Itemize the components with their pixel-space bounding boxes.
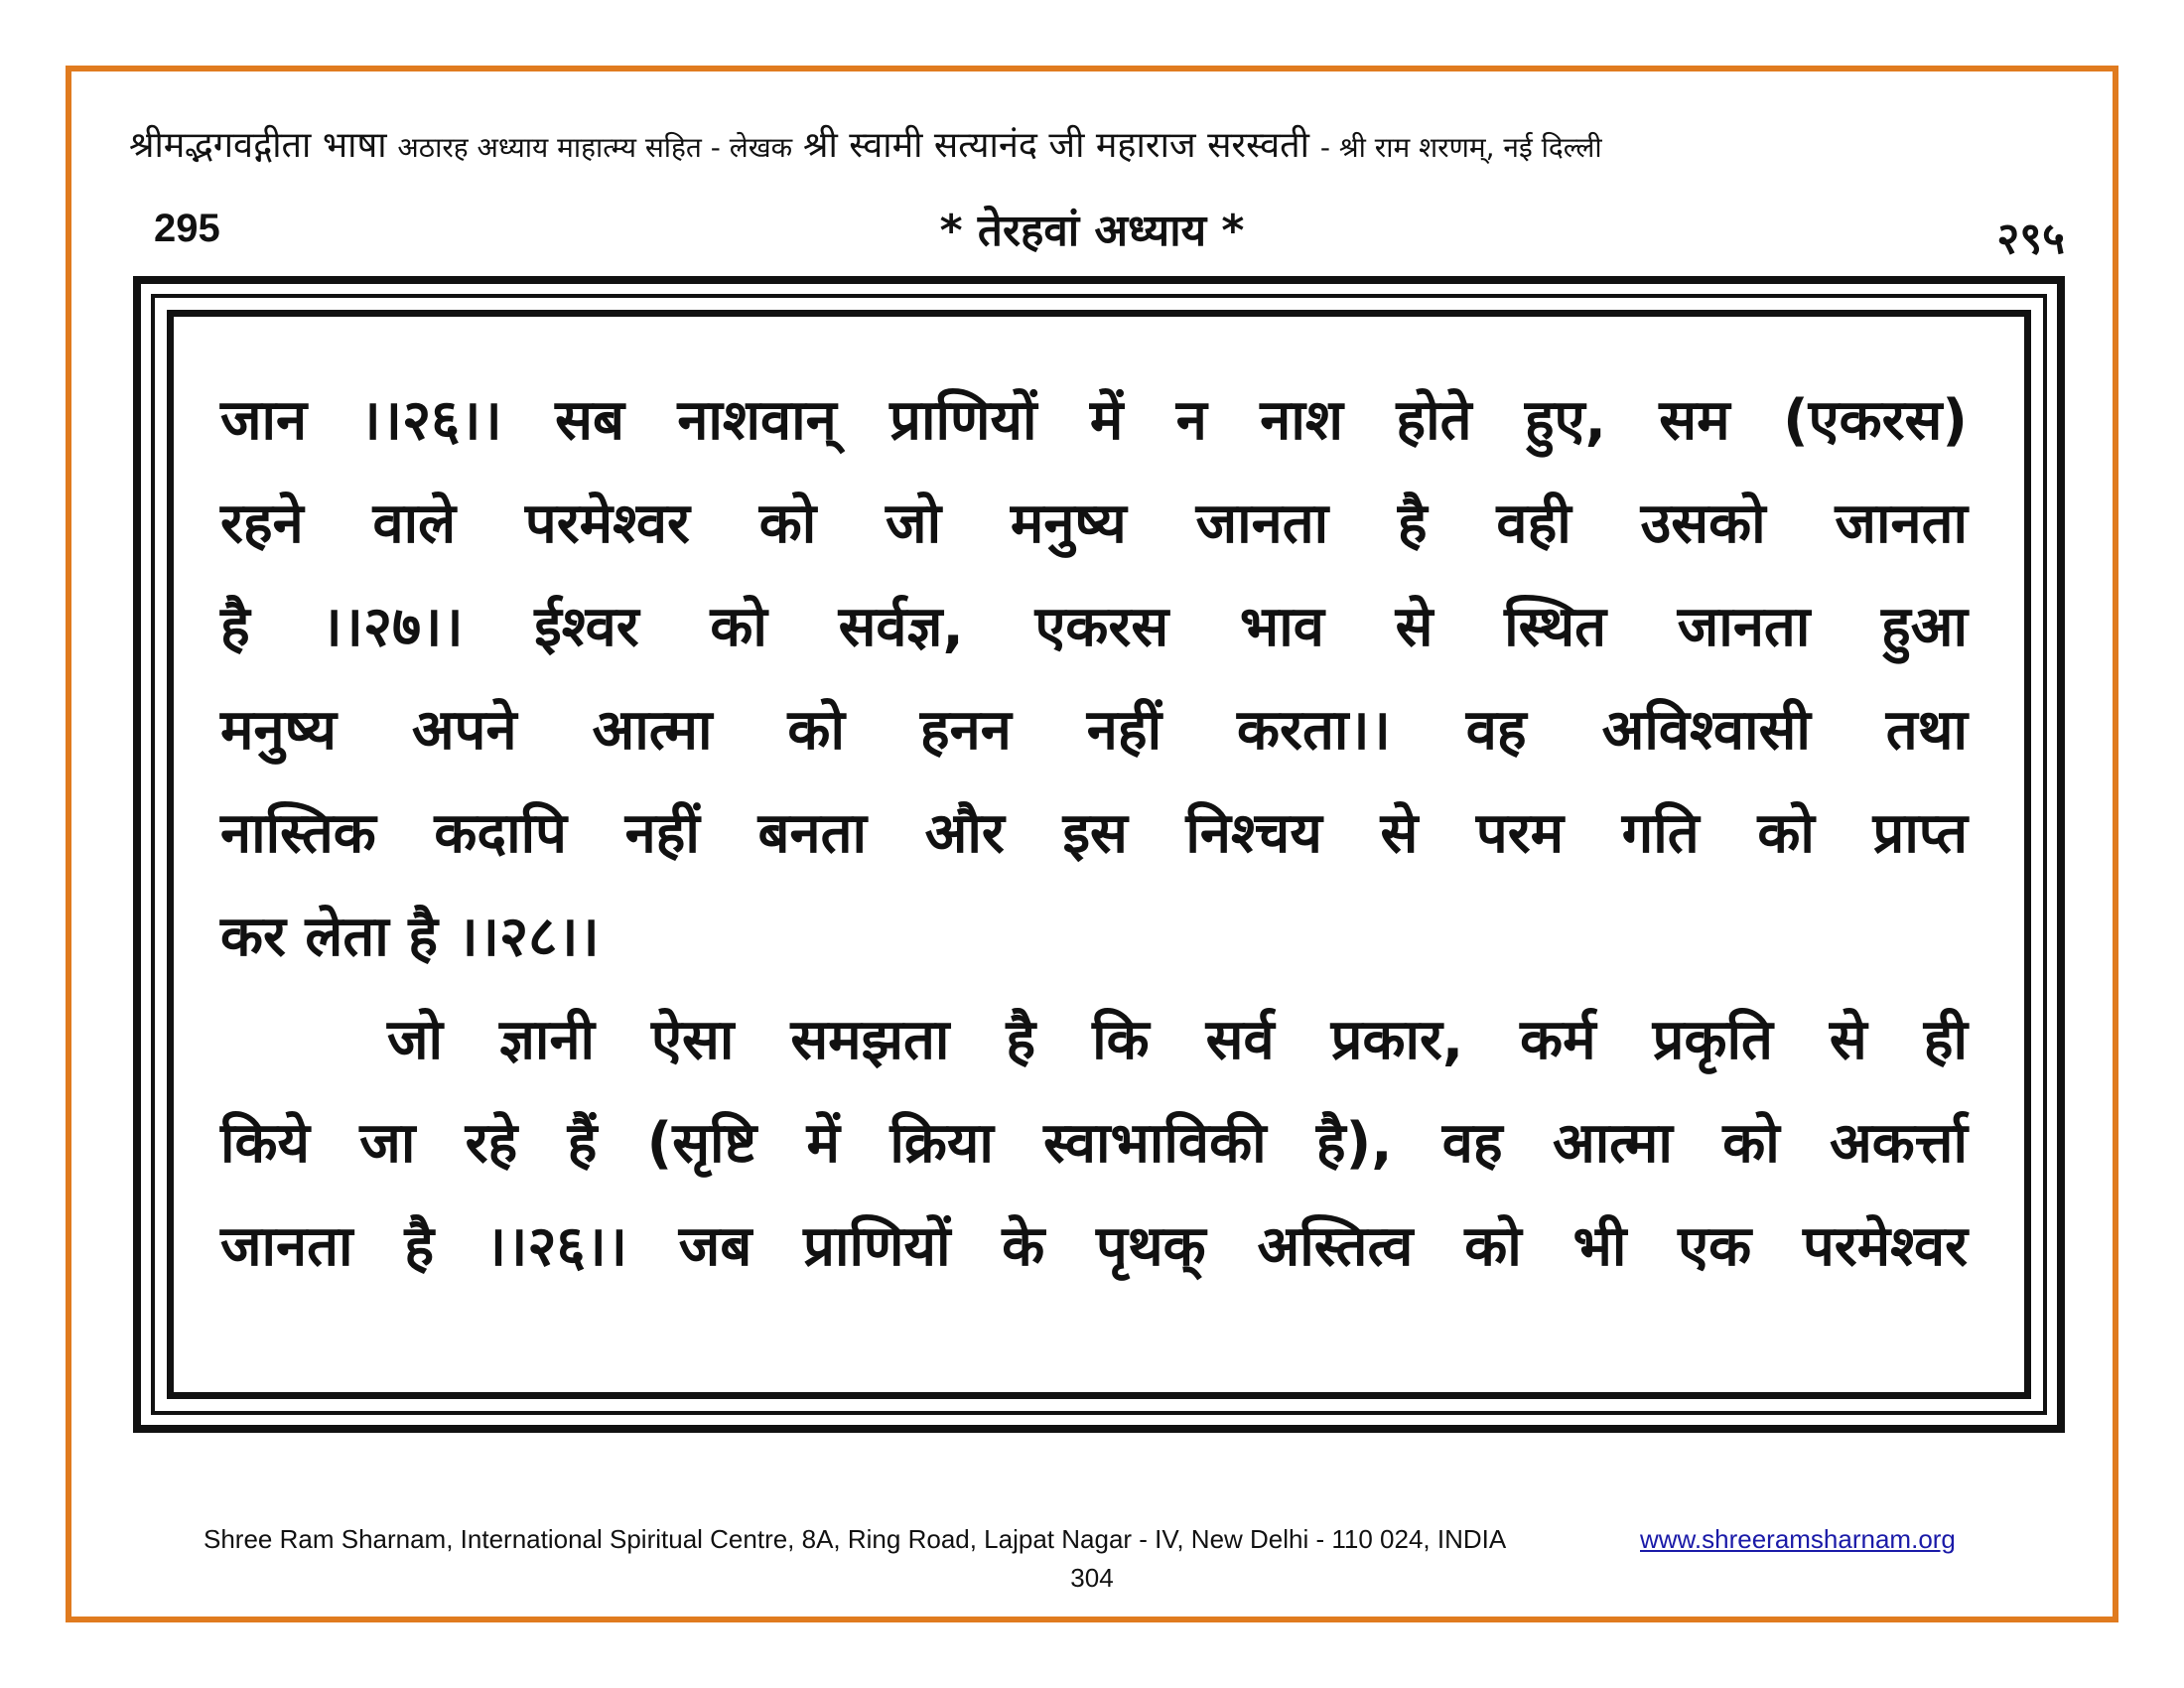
author-name: श्री स्वामी सत्यानंद जी महाराज सरस्वती — [803, 125, 1309, 166]
page-number-right: २९५ — [1996, 213, 2065, 264]
verse-text-block — [220, 369, 1968, 1299]
text-line: कर लेता है ।।२८।। — [220, 905, 600, 969]
page-number-left: 295 — [154, 207, 220, 250]
publisher-name: - श्री राम शरणम्, नई दिल्ली — [1319, 131, 1602, 164]
chapter-title: * तेरहवां अध्याय * — [939, 206, 1245, 256]
text-line: किये जा रहे हैं (सृष्टि में क्रिया स्वाभाविकी है), वह आत्मा को अकर्त्ता — [220, 1111, 1968, 1176]
footer-address: Shree Ram Sharnam, International Spiritual Centre, 8A, Ring Road, Lajpat Nagar - IV, New Delhi - 110 024, INDIA — [204, 1524, 1507, 1554]
text-line: जो ज्ञानी ऐसा समझता है कि सर्व प्रकार, कर्म प्रकृति से ही — [387, 1008, 1968, 1072]
book-title: श्रीमद्भगवद्गीता भाषा — [129, 125, 387, 166]
book-subtitle: अठारह अध्याय माहात्म्य सहित - लेखक — [397, 131, 793, 164]
text-line: मनुष्य अपने आत्मा को हनन नहीं करता।। वह अविश्वासी तथा — [220, 698, 1968, 763]
text-line: है ।।२७।। ईश्वर को सर्वज्ञ, एकरस भाव से स्थित जानता हुआ — [220, 595, 1968, 659]
text-line: जान ।।२६।। सब नाशवान् प्राणियों में न नाश होते हुए, सम (एकरस) — [220, 388, 1968, 453]
website-link[interactable]: www.shreeramsharnam.org — [1640, 1524, 1956, 1554]
footer-page-number: 304 — [1070, 1563, 1114, 1593]
running-header — [129, 119, 2065, 168]
text-line: नास्तिक कदापि नहीं बनता और इस निश्चय से परम गति को प्राप्त — [220, 801, 1968, 866]
text-line: रहने वाले परमेश्वर को जो मनुष्य जानता है वही उसको जानता — [220, 492, 1968, 556]
text-line: जानता है ।।२६।। जब प्राणियों के पृथक् अस्तित्व को भी एक परमेश्वर — [220, 1214, 1968, 1279]
